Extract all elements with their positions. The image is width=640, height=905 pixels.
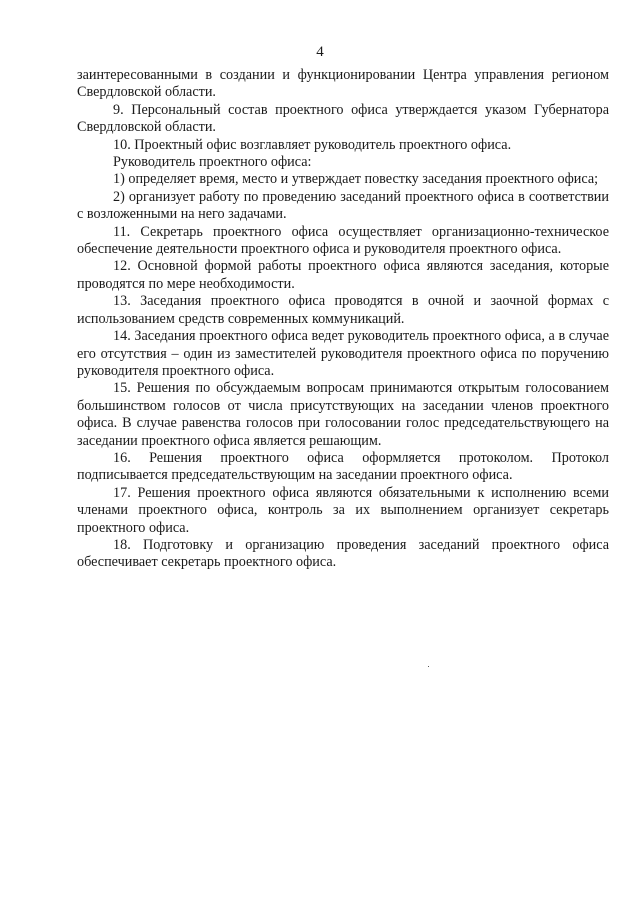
paragraph-duty-1: 1) определяет время, место и утверждает повестку заседания проектного офиса; xyxy=(113,171,599,188)
page-number: 4 xyxy=(316,44,324,60)
paragraph-item-9: 9. Персональный состав проектного офиса утверждается указом Губернатора Свердловской области. xyxy=(77,101,609,136)
paragraph-item-17: 17. Решения проектного офиса являются обязательными к исполнению всеми членами проектного офиса, контроль за их выполнением организует секретарь проектного офиса. xyxy=(77,484,609,536)
paragraph-item-15: 15. Решения по обсуждаемым вопросам принимаются открытым голосованием большинством голосов от числа присутствующих на заседании членов проектного офиса. В случае равенства голосов при голосовании голос председательствующего на заседании проектного офиса является решающим. xyxy=(77,380,609,449)
document-body xyxy=(77,67,609,572)
paragraph-item-12: 12. Основной формой работы проектного офиса являются заседания, которые проводятся по мере необходимости. xyxy=(77,258,609,292)
paragraph-duty-2: 2) организует работу по проведению заседаний проектного офиса в соответствии с возложенными на него задачами. xyxy=(77,188,609,223)
paragraph-item-16: 16. Решения проектного офиса оформляется протоколом. Протокол подписывается председательствующим на заседании проектного офиса. xyxy=(77,449,609,484)
paragraph-continuation: заинтересованными в создании и функционировании Центра управления регионом Свердловской области. xyxy=(77,67,609,101)
scan-speck xyxy=(428,666,429,667)
paragraph-item-18: 18. Подготовку и организацию проведения заседаний проектного офиса обеспечивает секретарь проектного офиса. xyxy=(77,536,609,571)
paragraph-item-14: 14. Заседания проектного офиса ведет руководитель проектного офиса, а в случае его отсутствия – один из заместителей руководителя проектного офиса по поручению руководителя проектного офиса. xyxy=(77,328,609,379)
paragraph-item-11: 11. Секретарь проектного офиса осуществляет организационно-техническое обеспечение деятельности проектного офиса и руководителя проектного офиса. xyxy=(77,223,609,258)
paragraph-item-10: 10. Проектный офис возглавляет руководитель проектного офиса. xyxy=(113,136,512,153)
paragraph-item-13: 13. Заседания проектного офиса проводятся в очной и заочной формах с использованием средств современных коммуникаций. xyxy=(77,293,609,327)
paragraph-head-duties: Руководитель проектного офиса: xyxy=(113,154,312,171)
